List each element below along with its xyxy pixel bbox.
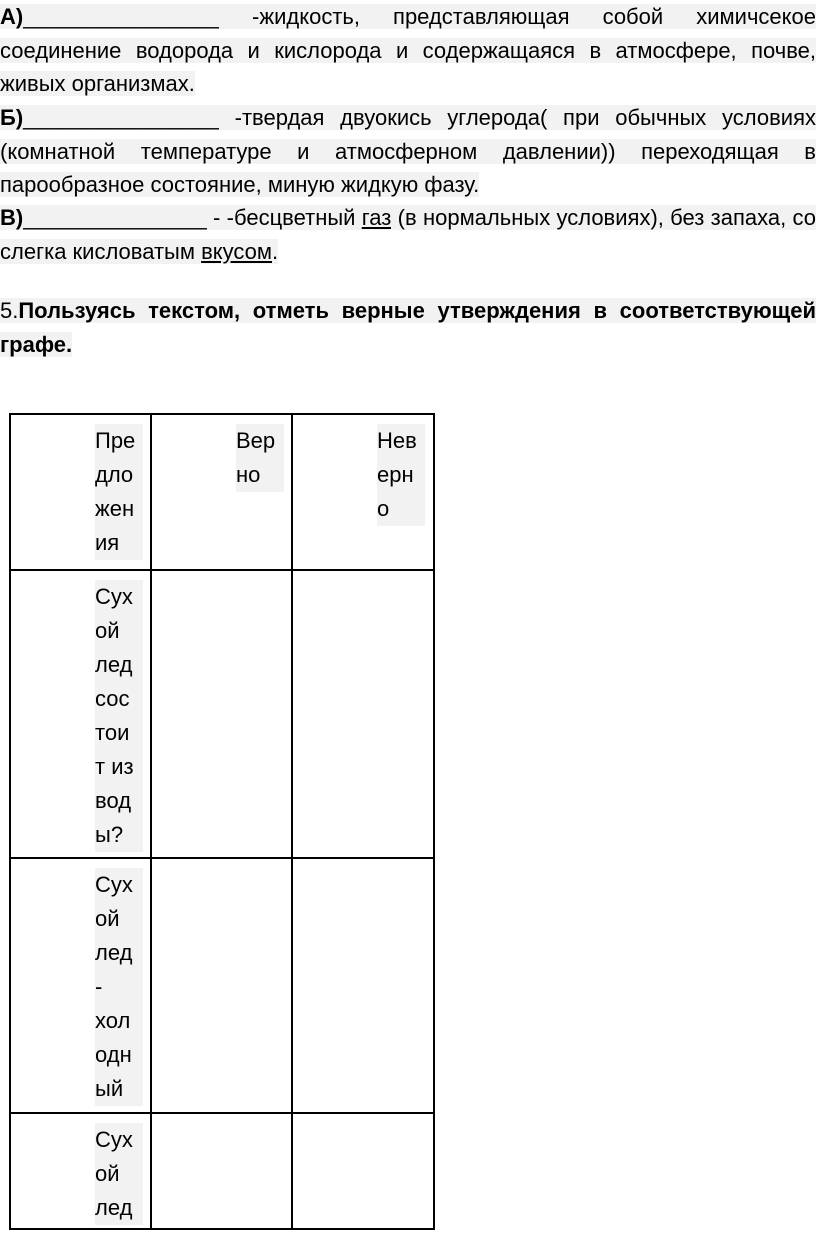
true-answer-cell[interactable] — [151, 858, 292, 1113]
definition-c — [0, 201, 816, 268]
table-header-row — [10, 414, 434, 570]
header-cell-false: Нев ерн о — [292, 414, 434, 570]
definition-b-text: -твердая двуокись углерода( при обычных условиях (комнатной температуре и атмосферном давлении)) переходящая в парообразное состояние, миную жидкую фазу. — [0, 105, 816, 197]
definition-a-text: -жидкость, представляющая собой химичсекое соединение водорода и кислорода и содержащаяся в атмосфере, почве, живых организмах. — [0, 4, 816, 96]
table-row — [10, 1113, 434, 1229]
answer-table — [9, 413, 435, 1230]
link-taste[interactable]: вкусом — [201, 238, 273, 264]
letter-c: В) — [0, 205, 24, 230]
definition-c-text-before: - -бесцветный — [206, 205, 362, 230]
task-number: 5. — [0, 298, 19, 323]
letter-a: А) — [0, 4, 24, 29]
table-row — [10, 570, 434, 858]
true-answer-cell[interactable] — [151, 570, 292, 858]
false-answer-cell[interactable] — [292, 570, 434, 858]
statement-cell: Сух ой лед — [10, 1113, 151, 1229]
header-cell-true: Вер но — [151, 414, 292, 570]
blank-a[interactable]: ________________ — [23, 4, 219, 29]
definition-b — [0, 101, 816, 202]
statement-cell: Сух ой лед - хол одн ый — [10, 858, 151, 1113]
link-gas[interactable]: газ — [361, 205, 392, 230]
task-text: Пользуясь текстом, отметь верные утверждения в соответствующей графе. — [0, 298, 816, 357]
table-row — [10, 858, 434, 1113]
task-5 — [0, 294, 816, 361]
false-answer-cell[interactable] — [292, 1113, 434, 1229]
letter-b: Б) — [0, 105, 24, 130]
false-answer-cell[interactable] — [292, 858, 434, 1113]
blank-b[interactable]: ________________ — [23, 105, 219, 130]
definition-a — [0, 0, 816, 101]
blank-c[interactable]: _______________ — [23, 205, 207, 230]
true-answer-cell[interactable] — [151, 1113, 292, 1229]
definition-c-text-after: . — [272, 238, 279, 264]
statement-cell: Сух ой лед сос тои т из вод ы? — [10, 570, 151, 858]
definition-c-text-middle: (в нормальных условиях), без запаха, со слегка кисловатым — [0, 205, 816, 264]
header-cell-statements: Пре дло жен ия — [10, 414, 151, 570]
